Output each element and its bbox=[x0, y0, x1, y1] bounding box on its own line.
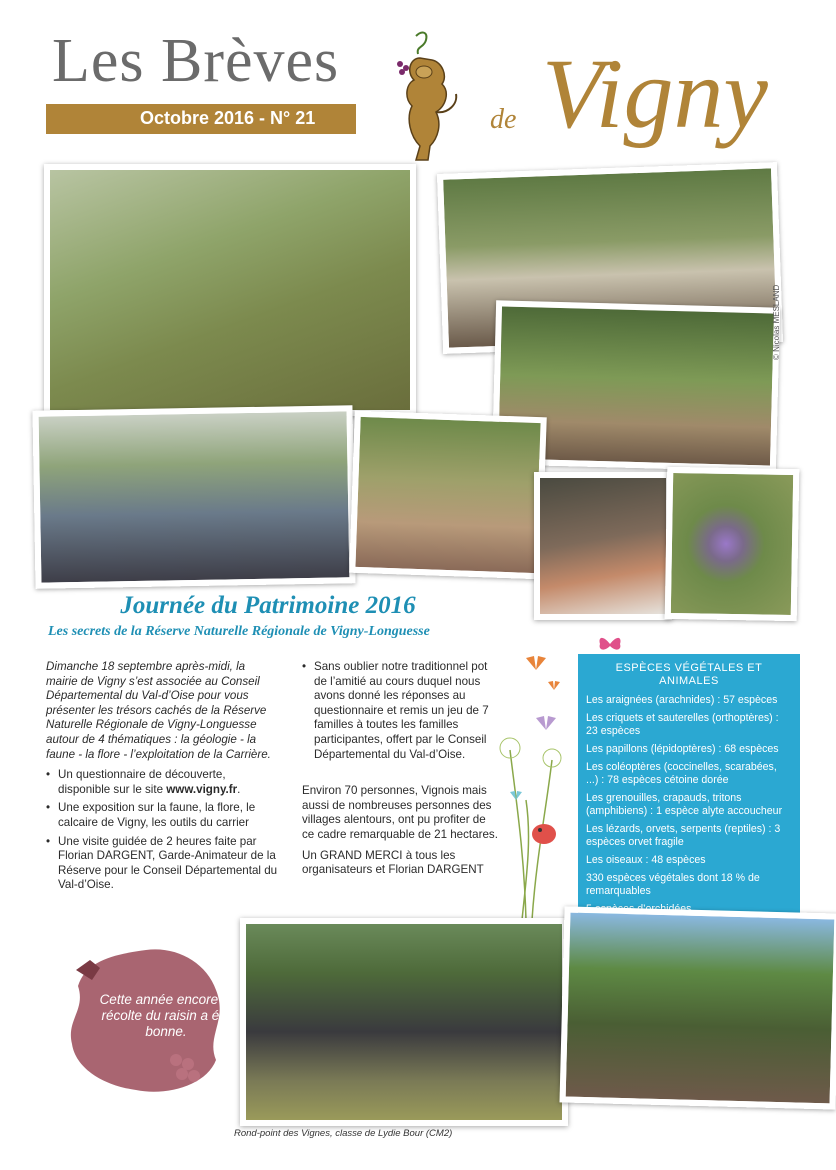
activities-list bbox=[46, 768, 278, 893]
list-item: • Un questionnaire de découverte, disponible sur le site www.vigny.fr. bbox=[46, 768, 278, 797]
species-item: Les araignées (arachnides) : 57 espèces bbox=[586, 694, 778, 706]
article-column-1 bbox=[46, 660, 278, 897]
list-item: • Sans oublier notre traditionnel pot de l’amitié au cours duquel nous avons donné les réponses au questionnaire et remis un jeu de 7 familles à toutes les familles participantes, offert par le Conseil Départemental du Val-d’Oise. bbox=[302, 660, 498, 762]
species-item: Les grenouilles, crapauds, tritons (amphibiens) : 1 espèce alyte accoucheur bbox=[586, 792, 783, 817]
photo-credit: © Nicolas MESLAND bbox=[772, 284, 781, 360]
butterflies-plants-illustration bbox=[496, 630, 586, 920]
species-item: Les lézards, orvets, serpents (reptiles) : 3 espèces orvet fragile bbox=[586, 823, 781, 848]
species-item: 330 espèces végétales dont 18 % de remarquables bbox=[586, 872, 760, 897]
list-item: • Une exposition sur la faune, la flore, le calcaire de Vigny, les outils du carrier bbox=[46, 801, 278, 830]
butterfly-icon bbox=[596, 632, 624, 656]
species-item: Les criquets et sauterelles (orthoptères) : 23 espèces bbox=[586, 712, 779, 737]
website-link[interactable]: www.vigny.fr bbox=[166, 782, 238, 796]
masthead-title-de: de bbox=[490, 104, 517, 135]
article-title: Journée du Patrimoine 2016 bbox=[120, 592, 416, 619]
photo-children-in-vegetation bbox=[349, 411, 547, 580]
photo-wild-orchid bbox=[665, 467, 800, 621]
photo-group-walking-path bbox=[44, 164, 416, 416]
species-panel bbox=[578, 654, 800, 914]
photo-children-grape-picking bbox=[559, 906, 836, 1109]
thanks-paragraph: Un GRAND MERCI à tous les organisateurs et Florian DARGENT bbox=[302, 848, 484, 877]
article-column-2 bbox=[302, 660, 498, 884]
photo-caption: Rond-point des Vignes, classe de Lydie Bour (CM2) bbox=[234, 1128, 453, 1139]
species-item: Les oiseaux : 48 espèces bbox=[586, 854, 706, 866]
attendance-paragraph: Environ 70 personnes, Vignois mais aussi de nombreuses personnes des villages alentours, ont pu profiter de ce cadre remarquable de 21 hectares. bbox=[302, 784, 498, 841]
activities-list-continued bbox=[302, 660, 498, 762]
lion-crest-logo bbox=[376, 28, 468, 168]
issue-number: Octobre 2016 - N° 21 bbox=[140, 108, 316, 128]
species-item: Les papillons (lépidoptères) : 68 espèces bbox=[586, 743, 779, 755]
harvest-quote: Cette année encore la récolte du raisin a été bonne. bbox=[99, 992, 233, 1039]
masthead-title-les-breves: Les Brèves bbox=[52, 27, 340, 95]
photo-class-in-vineyard bbox=[240, 918, 568, 1126]
photo-hand-with-insect bbox=[534, 472, 672, 620]
article-subtitle: Les secrets de la Réserve Naturelle Régionale de Vigny-Longuesse bbox=[48, 624, 430, 639]
article-intro: Dimanche 18 septembre après-midi, la mairie de Vigny s’est associée au Conseil Départemental du Val-d’Oise pour vous présenter les trésors cachés de la Réserve Naturelle Régionale de Vigny-Longuesse autour de 4 thématiques : la géologie - la faune - la flore - l’exploitation de la Carrière. bbox=[46, 660, 271, 761]
species-panel-title: ESPÈCES VÉGÉTALES ET ANIMALES bbox=[615, 662, 763, 687]
photo-group-portrait bbox=[32, 405, 355, 589]
species-item: Les coléoptères (coccinelles, scarabées, ...) : 78 espèces cétoine dorée bbox=[586, 761, 777, 786]
list-item: • Une visite guidée de 2 heures faite par Florian DARGENT, Garde-Animateur de la Réserve pour le Conseil Départemental du Val-d’Oise. bbox=[46, 835, 278, 893]
masthead-title-vigny: Vigny bbox=[542, 38, 768, 149]
